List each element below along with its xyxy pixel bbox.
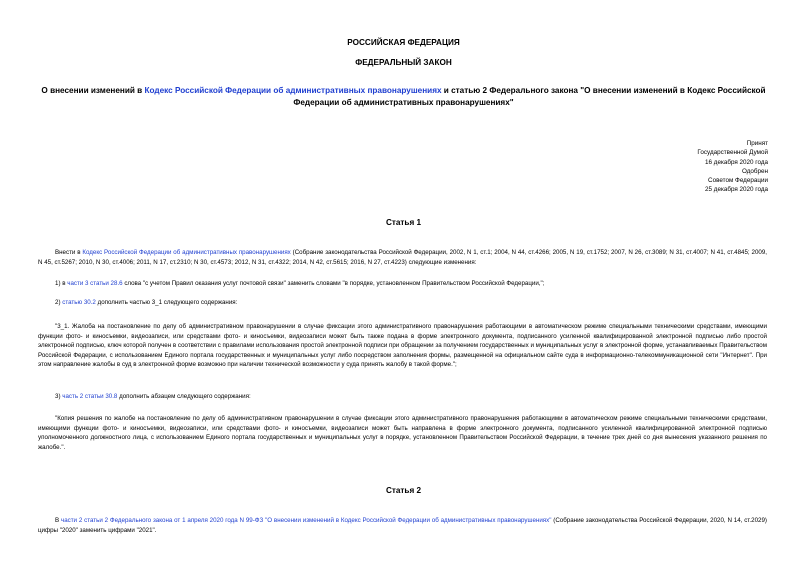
title-rest: и статью 2 Федерального закона "О внесении изменений в Кодекс Российской Федерации об административных правонарушениях": [293, 86, 766, 107]
item3-rest: дополнить абзацем следующего содержания:: [117, 393, 251, 400]
article2-rest: (Собрание законодательства Российской Федерации, 2020, N 14, ст.2029) цифры "2020" заменить цифрами "2021".: [38, 517, 767, 534]
law-title: [40, 85, 767, 108]
article2-prefix: В: [55, 517, 61, 524]
intro-code-link[interactable]: Кодекс Российской Федерации об административных правонарушениях: [82, 249, 291, 256]
item2-link[interactable]: статью 30.2: [62, 299, 96, 306]
title-prefix: О внесении изменений в: [41, 86, 145, 95]
article1-item3-quote: "Копия решения по жалобе на постановление по делу об административном правонарушении в случае фиксации этого административного правонарушения работающими в автоматическом режиме специальными техническими средствами, имеющими функции фото- и киносъемки, видеозаписи, или средствами фото- и киносъемки, видеозаписи может быть направлена в форме электронного документа, подписанного усиленной квалифицированной электронной подписью уполномоченного должностного лица, с использованием Единого портала государственных и муниципальных услуг в порядке, установленном Правительством Российской Федерации, в течение трех дней со дня вынесения указанного решения по жалобе.".: [38, 415, 767, 451]
council-label: Советом Федерации: [708, 177, 768, 185]
item3-prefix: 3): [55, 393, 63, 400]
item1-link[interactable]: части 3 статьи 28.6: [67, 280, 123, 287]
approved-label: Одобрен: [741, 167, 768, 175]
intro-rest: (Собрание законодательства Российской Федерации, 2002, N 1, ст.1; 2004, N 44, ст.4266; 2005, N 19, ст.1752; 2007, N 26, ст.3089; N 31, ст.4007; N 41, ст.4845; 2009, N 45, ст.5267; 2010, N 30, ст.4006; 2011, N 17, ст.2310; N 30, ст.4573; 2012, N 31, ст.4322; 2014, N 42, ст.5615; 2016, N 27, ст.4223) следующие изменения:: [38, 249, 767, 266]
article1-item3: [38, 392, 767, 402]
title-code-link[interactable]: Кодекс Российской Федерации об административных правонарушениях: [144, 86, 442, 95]
item3-link[interactable]: часть 2 статьи 30.8: [62, 393, 118, 400]
article1-intro: [38, 248, 767, 267]
duma-date: 16 декабря 2020 года: [705, 158, 768, 166]
accepted-label: Принят: [746, 140, 768, 147]
article1-item2-quote: "3_1. Жалоба на постановление по делу об административном правонарушении в случае фиксации этого административного правонарушения работающими в автоматическом режиме специальными техническими средствами, имеющими функции фото- и киносъемки, видеозаписи, или средствами фото- и киносъемки, видеозаписи может быть также подана в форме электронного документа, подписанного усиленной квалифицированной электронной подписью либо простой электронной подписью, ключ которой получен в соответствии с правилами использования простой электронной подписи при обращении за получением государственных и муниципальных услуг в электронной форме, устанавливаемых Правительством Российской Федерации, с использованием Единого портала государственных и муниципальных услуг либо посредством заполнения формы, размещенной на официальном сайте суда в информационно-телекоммуникационной сети "Интернет". При этом направление жалобы в суд в электронной форме возможно при наличии технической возможности у суда принять жалобу в такой форме.";: [38, 323, 767, 369]
duma-label: Государственной Думой: [697, 149, 768, 157]
federation-heading: РОССИЙСКАЯ ФЕДЕРАЦИЯ: [347, 38, 460, 47]
council-date: 25 декабря 2020 года: [705, 186, 768, 194]
adoption-block: [697, 139, 768, 195]
item2-rest: дополнить частью 3_1 следующего содержания:: [95, 299, 238, 306]
intro-prefix: Внести в: [55, 249, 83, 256]
item2-prefix: 2): [55, 299, 63, 306]
article1-item2: [38, 298, 767, 308]
article2-text: [38, 516, 767, 535]
article2-heading: Статья 2: [385, 486, 422, 495]
item1-prefix: 1) в: [55, 280, 68, 287]
law-type-heading: ФЕДЕРАЛЬНЫЙ ЗАКОН: [355, 58, 452, 67]
item1-rest: слова "с учетом Правил оказания услуг почтовой связи" заменить словами "в порядке, установленном Правительством Российской Федерации,";: [122, 280, 545, 287]
article1-heading: Статья 1: [385, 218, 422, 227]
article2-law-link[interactable]: части 2 статьи 2 Федерального закона от 1 апреля 2020 года N 99-ФЗ "О внесении изменений в Кодекс Российской Федерации об административных правонарушениях": [60, 517, 552, 524]
article1-item1: [38, 279, 767, 289]
